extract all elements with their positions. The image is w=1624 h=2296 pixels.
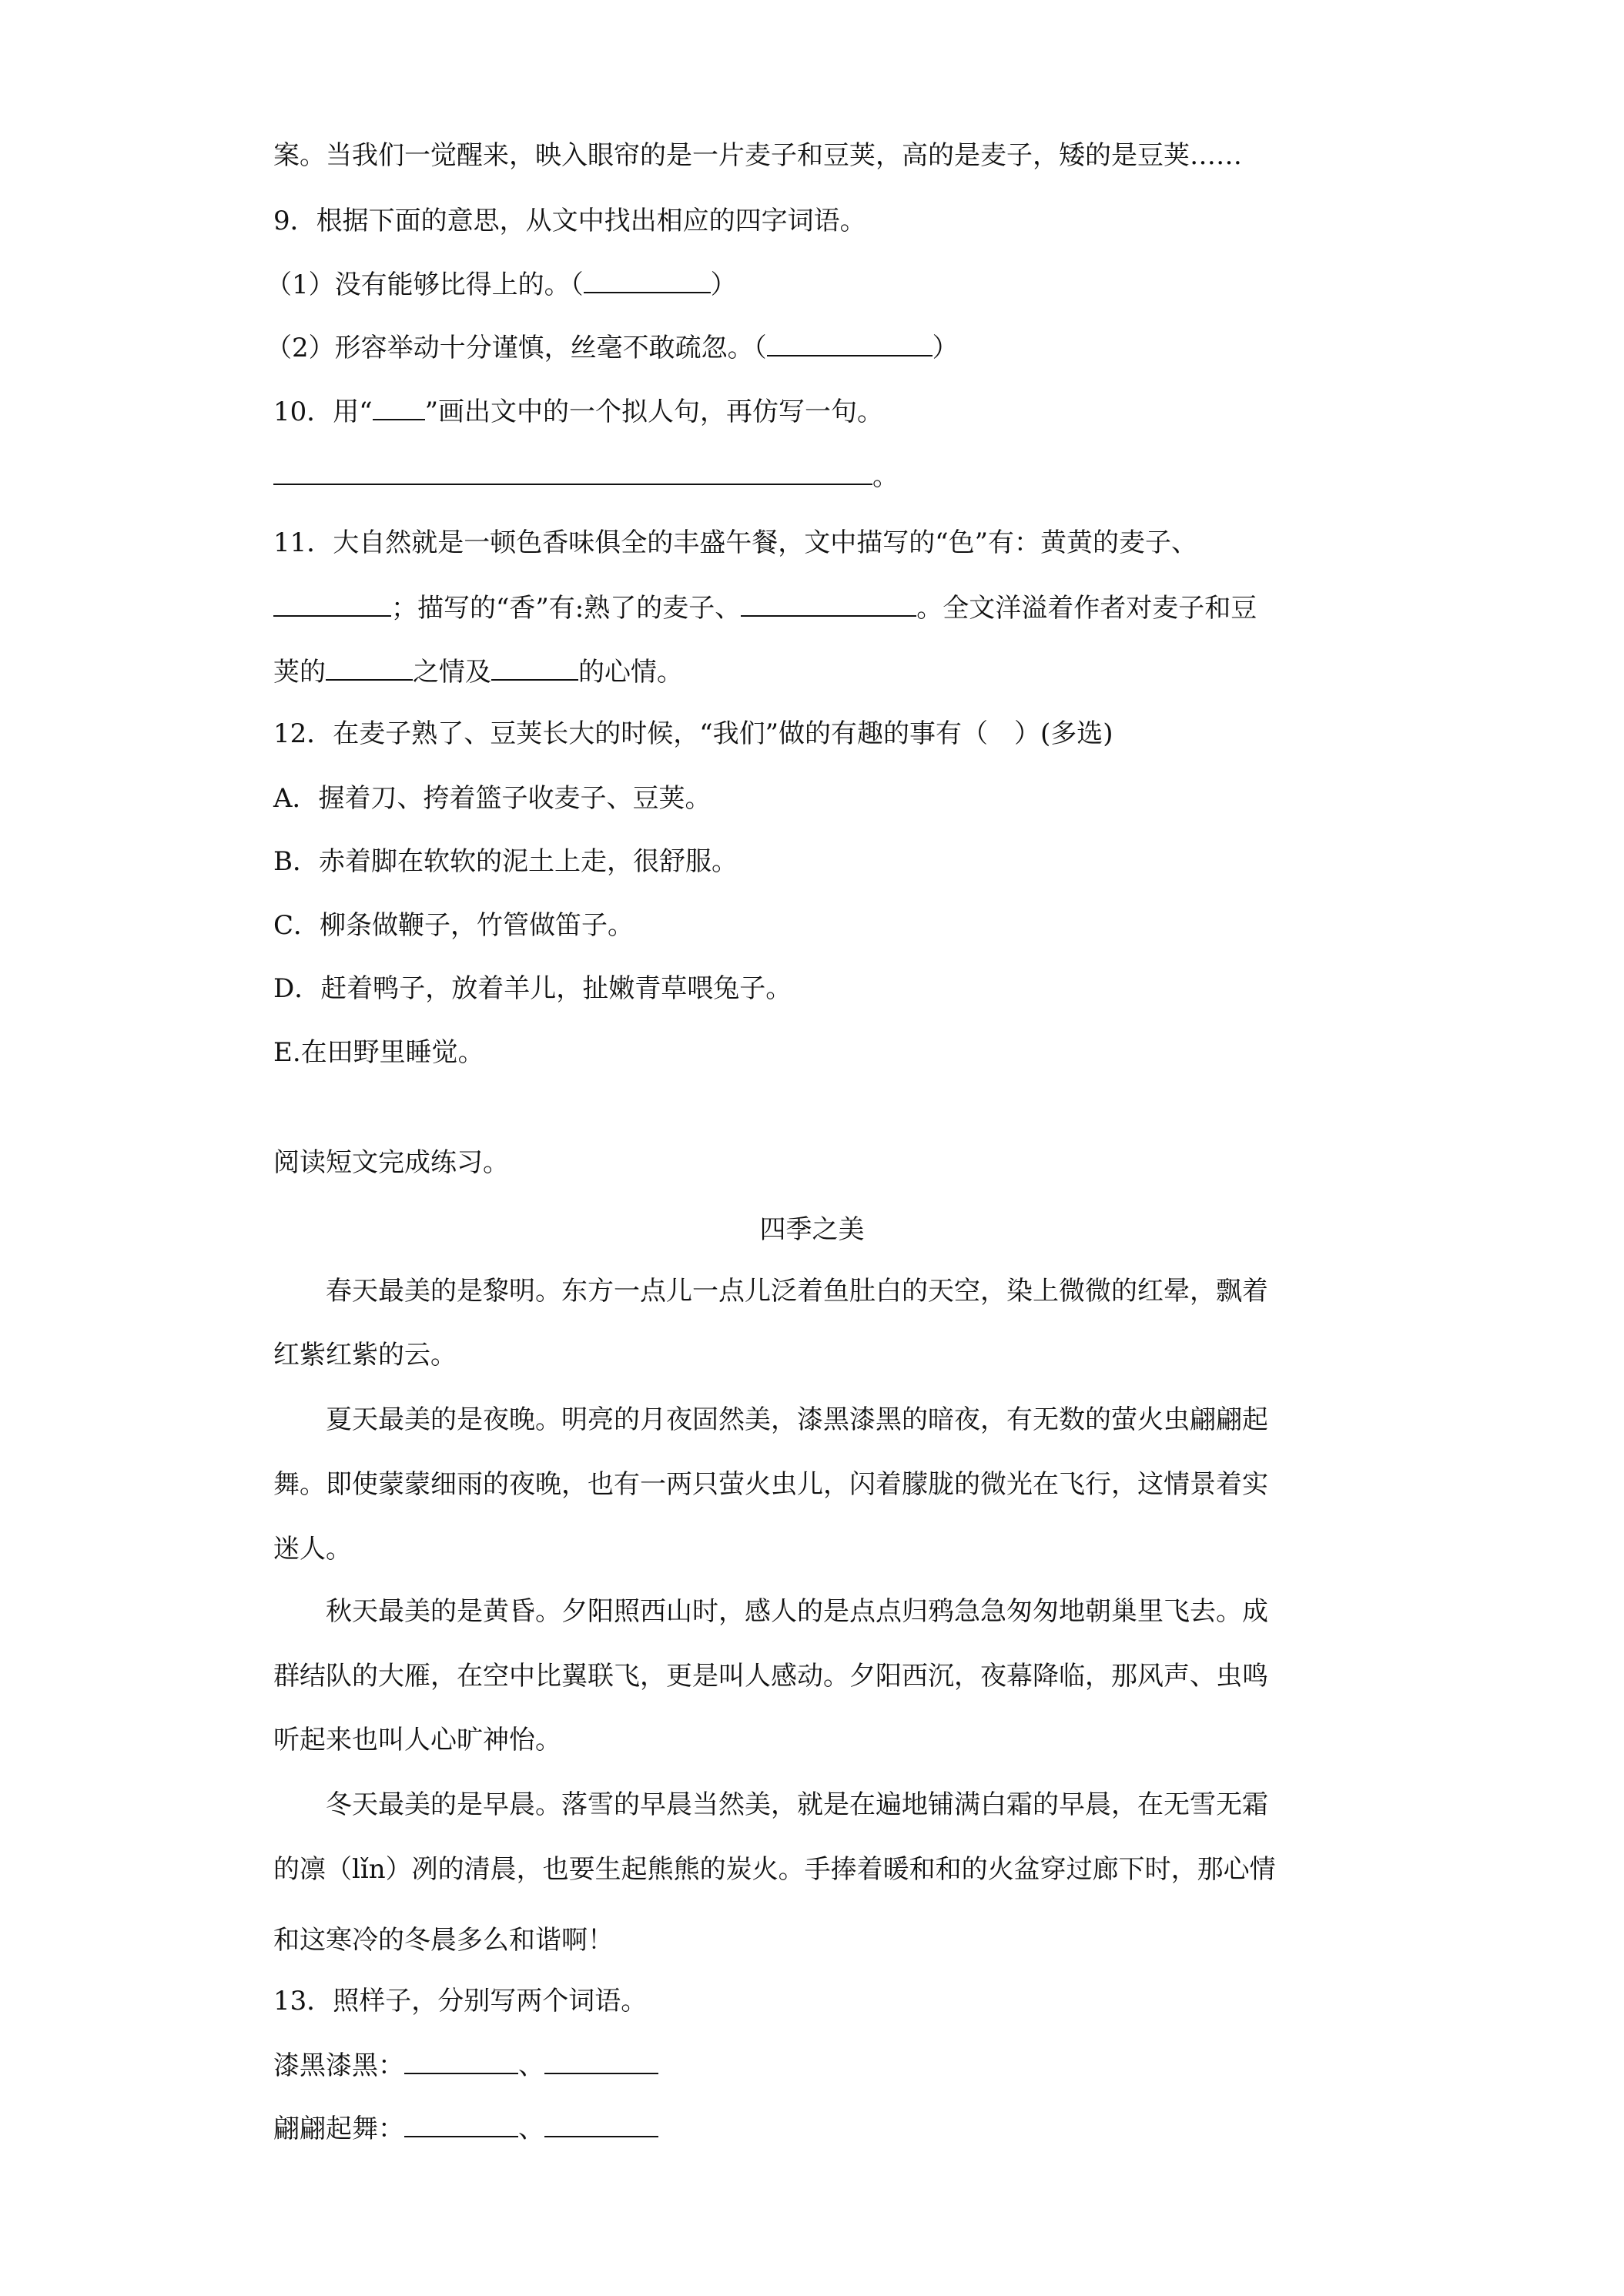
paragraph-winter-line-1: 冬天最美的是早晨。落雪的早晨当然美，就是在遍地铺满白霜的早晨，在无雪无霜 bbox=[326, 1789, 1268, 1820]
question-10: 10．用“ ”画出文中的一个拟人句，再仿写一句。 bbox=[273, 393, 883, 430]
paragraph-summer-line-1: 夏天最美的是夜晚。明亮的月夜固然美，漆黑漆黑的暗夜，有无数的萤火虫翩翩起 bbox=[326, 1404, 1268, 1435]
answer-blank[interactable] bbox=[741, 589, 916, 617]
option-c[interactable]: C．柳条做鞭子，竹管做笛子。 bbox=[273, 910, 635, 941]
answer-blank[interactable] bbox=[273, 457, 872, 485]
answer-blank[interactable] bbox=[544, 2047, 658, 2074]
reading-instruction: 阅读短文完成练习。 bbox=[273, 1147, 509, 1178]
answer-blank[interactable] bbox=[544, 2110, 658, 2137]
question-13-item-1: 漆黑漆黑： 、 bbox=[273, 2047, 658, 2084]
answer-blank[interactable] bbox=[584, 266, 711, 293]
paragraph-summer-line-3: 迷人。 bbox=[273, 1534, 352, 1565]
option-d[interactable]: D．赶着鸭子，放着羊儿，扯嫩青草喂兔子。 bbox=[273, 973, 792, 1004]
answer-blank[interactable] bbox=[491, 653, 578, 681]
passage-title: 四季之美 bbox=[759, 1214, 865, 1245]
paragraph-spring-line-1: 春天最美的是黎明。东方一点儿一点儿泛着鱼肚白的天空，染上微微的红晕，飘着 bbox=[326, 1276, 1268, 1307]
answer-blank[interactable] bbox=[273, 589, 391, 617]
option-e[interactable]: E.在田野里睡觉。 bbox=[273, 1037, 484, 1068]
paragraph-spring-line-2: 红紫红紫的云。 bbox=[273, 1340, 457, 1371]
question-12: 12．在麦子熟了、豆荚长大的时候，“我们”做的有趣的事有（ ）(多选) bbox=[273, 718, 1113, 749]
question-10-answer: 。 bbox=[273, 457, 899, 495]
question-11-line-2: ；描写的“香”有:熟了的麦子、 。全文洋溢着作者对麦子和豆 bbox=[273, 589, 1257, 627]
question-9-item-1: （1）没有能够比得上的。（ ） bbox=[266, 266, 737, 303]
question-13-item-2: 翩翩起舞： 、 bbox=[273, 2110, 658, 2147]
paragraph-summer-line-2: 舞。即使蒙蒙细雨的夜晚，也有一两只萤火虫儿，闪着朦胧的微光在飞行，这情景着实 bbox=[273, 1469, 1268, 1500]
answer-blank[interactable] bbox=[404, 2047, 518, 2074]
paragraph-autumn-line-1: 秋天最美的是黄昏。夕阳照西山时，感人的是点点归鸦急急匆匆地朝巢里飞去。成 bbox=[326, 1596, 1268, 1627]
question-9-item-2: （2）形容举动十分谨慎，丝毫不敢疏忽。（ ） bbox=[266, 329, 959, 366]
question-11-line-3: 荚的 之情及 的心情。 bbox=[273, 653, 683, 691]
paragraph-autumn-line-3: 听起来也叫人心旷神怡。 bbox=[273, 1725, 561, 1755]
option-a[interactable]: A．握着刀、挎着篮子收麦子、豆荚。 bbox=[273, 783, 712, 814]
underline-sample bbox=[373, 393, 425, 420]
paragraph-autumn-line-2: 群结队的大雁，在空中比翼联飞，更是叫人感动。夕阳西沉，夜幕降临，那风声、虫鸣 bbox=[273, 1661, 1268, 1692]
answer-blank[interactable] bbox=[767, 329, 933, 356]
answer-blank[interactable] bbox=[404, 2110, 518, 2137]
question-13: 13．照样子，分别写两个词语。 bbox=[273, 1986, 648, 2017]
paragraph-winter-line-3: 和这寒冷的冬晨多么和谐啊！ bbox=[273, 1925, 614, 1956]
answer-blank[interactable] bbox=[326, 653, 413, 681]
paragraph-winter-line-2: 的凛（lǐn）冽的清晨，也要生起熊熊的炭火。手捧着暖和和的火盆穿过廊下时，那心情 bbox=[273, 1854, 1276, 1885]
question-11-line-1: 11．大自然就是一顿色香味俱全的丰盛午餐，文中描写的“色”有：黄黄的麦子、 bbox=[273, 527, 1198, 558]
option-b[interactable]: B．赤着脚在软软的泥土上走，很舒服。 bbox=[273, 846, 738, 877]
passage-tail: 案。当我们一觉醒来，映入眼帘的是一片麦子和豆荚，高的是麦子，矮的是豆荚…… bbox=[273, 140, 1242, 171]
question-9: 9．根据下面的意思，从文中找出相应的四字词语。 bbox=[273, 206, 866, 236]
